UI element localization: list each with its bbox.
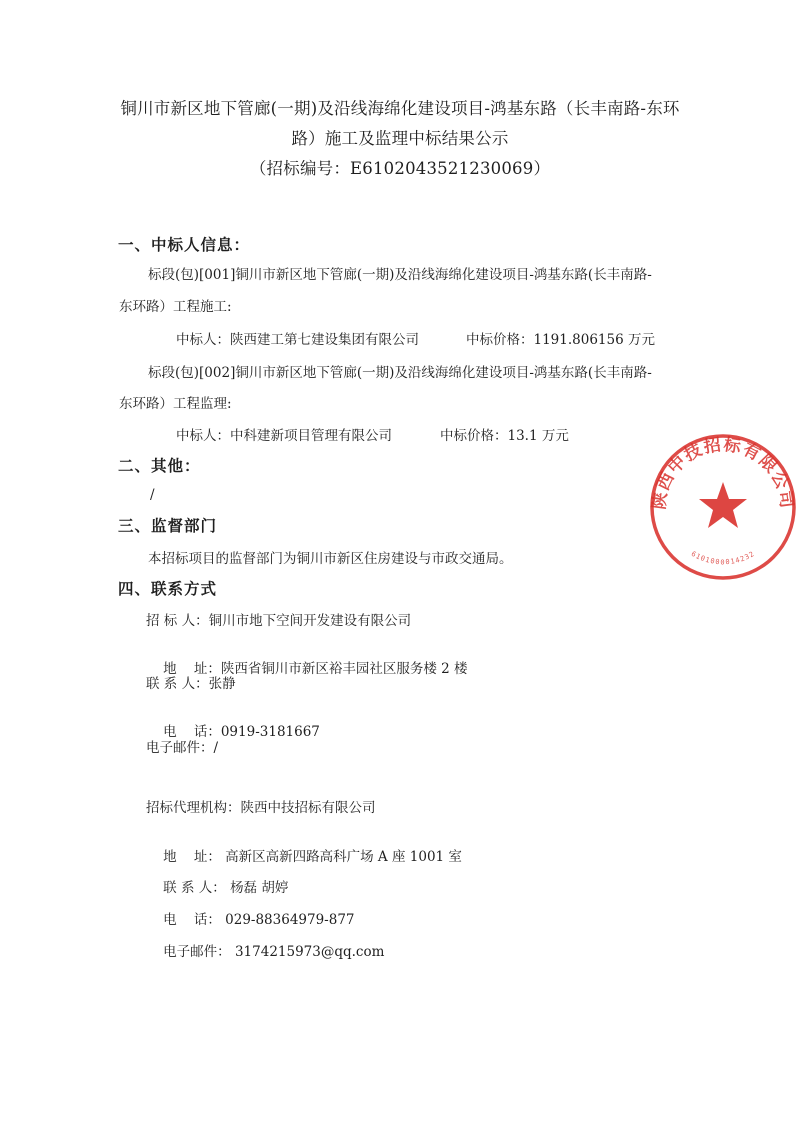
agency-email: 3174215973@qq.com (234, 944, 385, 960)
lot1-description-line1: 标段(包)[001]铜川市新区地下管廊(一期)及沿线海绵化建设项目-鸿基东路(长丰南路- (148, 267, 652, 283)
seal-number: 6101000014232 (689, 549, 757, 567)
tenderer-name-row (146, 609, 411, 629)
other-content: / (150, 487, 155, 503)
agency-name-row (146, 796, 376, 816)
seal-text: 陕西中技招标有限公司 (649, 434, 797, 511)
section-heading-winner: 一、中标人信息： (118, 236, 251, 254)
section-heading-other: 二、其他： (118, 457, 201, 475)
agency-phone-label: 电 话： (163, 912, 221, 928)
section-heading-supervision: 三、监督部门 (118, 517, 218, 535)
title-line-1: 铜川市新区地下管廊(一期)及沿线海绵化建设项目-鸿基东路（长丰南路-东环 (120, 99, 680, 118)
lot2-description-line1: 标段(包)[002]铜川市新区地下管廊(一期)及沿线海绵化建设项目-鸿基东路(长丰南路- (148, 365, 652, 381)
tenderer-name-label: 招 标 人： (146, 613, 209, 629)
document-title (120, 94, 680, 184)
lot2-winner-row (176, 424, 392, 444)
agency-phone: 029-88364979-877 (225, 912, 355, 928)
agency-name: 陕西中技招标有限公司 (240, 800, 376, 816)
lot2-price-label: 中标价格： (440, 428, 508, 444)
tenderer-phone-label: 电 话： (163, 724, 221, 740)
agency-address-label: 地 址： (163, 849, 221, 865)
tenderer-email-row (146, 736, 218, 756)
tenderer-email: / (213, 740, 219, 756)
lot2-winner-label: 中标人： (176, 428, 230, 444)
svg-text:6101000014232 (690, 550, 757, 567)
tenderer-name: 铜川市地下空间开发建设有限公司 (208, 613, 412, 629)
supervision-content: 本招标项目的监督部门为铜川市新区住房建设与市政交通局。 (148, 551, 513, 567)
tenderer-email-label: 电子邮件： (146, 740, 214, 756)
tenderer-phone: 0919-3181667 (220, 724, 320, 740)
agency-contact: 杨磊 胡婷 (230, 880, 289, 896)
lot1-price-label: 中标价格： (466, 332, 534, 348)
title-line-2: 路）施工及监理中标结果公示 (291, 129, 509, 148)
tenderer-address: 陕西省铜川市新区裕丰园社区服务楼 2 楼 (220, 661, 468, 677)
agency-email-label: 电子邮件： (163, 944, 231, 960)
agency-email-row (146, 924, 384, 976)
section-heading-contact: 四、联系方式 (118, 580, 218, 598)
agency-contact-label: 联 系 人： (163, 880, 226, 896)
lot2-winner-name: 中科建新项目管理有限公司 (230, 428, 392, 444)
lot1-price-value: 1191.806156 万元 (533, 332, 655, 348)
lot1-winner-name: 陕西建工第七建设集团有限公司 (230, 332, 419, 348)
agency-name-label: 招标代理机构： (146, 800, 241, 816)
agency-address: 高新区高新四路高科广场 A 座 1001 室 (225, 849, 462, 865)
lot1-winner-label: 中标人： (176, 332, 230, 348)
lot2-price-value: 13.1 万元 (507, 428, 569, 444)
lot1-winner-row (176, 328, 419, 348)
title-line-3: （招标编号：E6102043521230069） (249, 159, 551, 178)
lot2-description-line2: 东环路）工程监理: (119, 396, 232, 412)
tenderer-address-label: 地 址： (163, 661, 221, 677)
lot1-price-row (466, 328, 655, 348)
tenderer-contact: 张静 (208, 676, 236, 692)
lot2-price-row (440, 424, 569, 444)
company-seal (648, 432, 798, 582)
tenderer-contact-label: 联 系 人： (146, 676, 209, 692)
seal-star-icon (699, 482, 747, 528)
tenderer-contact-row (146, 672, 236, 692)
lot1-description-line2: 东环路）工程施工: (119, 299, 232, 315)
